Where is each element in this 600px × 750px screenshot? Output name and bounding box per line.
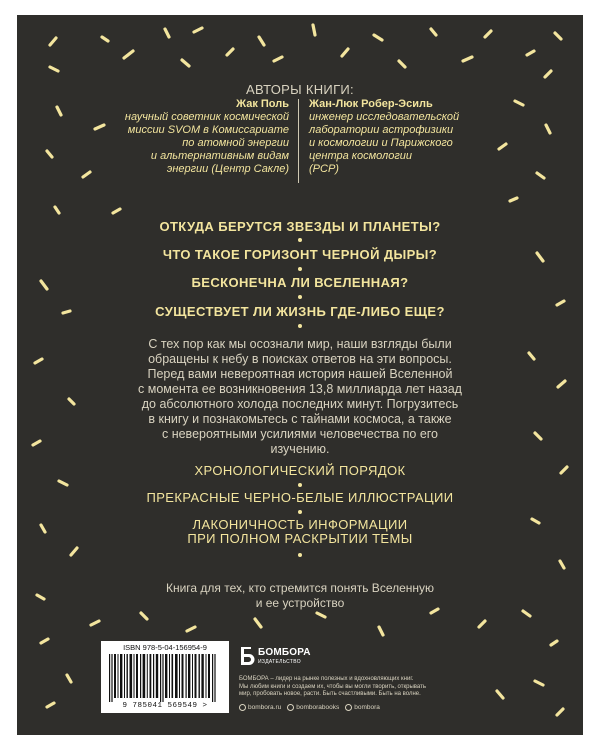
author-2 (309, 98, 494, 176)
author-1-name: Жак Поль (236, 98, 289, 110)
bombora-logo-icon (239, 646, 255, 666)
book-back-cover (17, 15, 583, 735)
author-2-name: Жан-Люк Робер-Эсиль (309, 98, 433, 110)
description-line: изучению. (270, 442, 330, 456)
feature-3-line: ЛАКОНИЧНОСТЬ ИНФОРМАЦИИ (192, 517, 408, 532)
separator-dot (298, 238, 302, 242)
publisher-blurb-line: мир, пробовать новое, расти. Быть счастливыми. Быть на волне. (239, 691, 421, 697)
description-line: с момента ее возникновения 13,8 миллиарда лет назад (138, 382, 462, 396)
author-1-desc-line: по атомной энергии (182, 137, 289, 149)
separator-dot (298, 483, 302, 487)
author-1-desc-line: научный советник космической (124, 111, 289, 123)
feature-1: ХРОНОЛОГИЧЕСКИЙ ПОРЯДОК (194, 463, 406, 478)
question-1: ОТКУДА БЕРУТСЯ ЗВЕЗДЫ И ПЛАНЕТЫ? (159, 219, 441, 234)
question-2: ЧТО ТАКОЕ ГОРИЗОНТ ЧЕРНОЙ ДЫРЫ? (162, 247, 438, 262)
barcode-bars (109, 654, 221, 702)
social-instagram-label: bombora (354, 704, 380, 712)
author-1-desc-line: энергии (Центр Сакле) (166, 163, 289, 175)
social-site (239, 704, 281, 711)
publisher-social (239, 704, 380, 711)
vk-icon (287, 704, 294, 711)
separator-dot (298, 267, 302, 271)
ean-number: 9 785041 569549 > (122, 702, 208, 710)
separator-dot (298, 510, 302, 514)
description-line: в книгу и познакомьтесь с тайнами космоса, а также (148, 412, 452, 426)
description-line: Перед вами невероятная история нашей Вселенной (147, 367, 453, 381)
publisher-blurb-line: БОМБОРА – лидер на рынке полезных и вдохновляющих книг. (239, 676, 414, 682)
author-1-desc-line: и альтернативным видам (150, 150, 289, 162)
tagline (17, 581, 583, 611)
question-3: БЕСКОНЕЧНА ЛИ ВСЕЛЕННАЯ? (191, 275, 409, 290)
publisher-name: БОМБОРА (258, 647, 311, 658)
author-2-desc-line: центра космологии (309, 150, 413, 162)
author-2-desc-line: и космологии и Парижского (309, 137, 453, 149)
description-line: обращены к небу в поисках ответов на эти вопросы. (148, 352, 452, 366)
isbn-text: ISBN 978-5-04-156954-9 (123, 643, 207, 652)
authors-divider (298, 99, 299, 183)
globe-icon (239, 704, 246, 711)
instagram-icon (345, 704, 352, 711)
feature-3-line: ПРИ ПОЛНОМ РАСКРЫТИИ ТЕМЫ (187, 531, 413, 546)
publisher-logo (239, 641, 311, 671)
author-2-desc-line: инженер исследовательской (309, 111, 460, 123)
social-site-label: bombora.ru (248, 704, 282, 712)
author-1-desc-line: миссии SVOM в Комиссариате (127, 124, 289, 136)
separator-dot (298, 295, 302, 299)
social-vk (287, 704, 339, 711)
description-line: до абсолютного холода последних минут. Погрузитесь (141, 397, 459, 411)
author-2-desc-line: лаборатории астрофизики (309, 124, 454, 136)
author-2-desc-line: (PCP) (309, 163, 339, 175)
tagline-line: Книга для тех, кто стремится понять Вселенную (165, 581, 435, 595)
publisher-blurb-line: Мы любим книги и создаем их, чтобы вы могли творить, открывать (239, 683, 426, 690)
authors-heading: АВТОРЫ КНИГИ: (246, 82, 354, 97)
feature-3 (17, 518, 583, 546)
social-instagram (345, 704, 380, 711)
feature-2: ПРЕКРАСНЫЕ ЧЕРНО-БЕЛЫЕ ИЛЛЮСТРАЦИИ (146, 490, 454, 505)
tagline-line: и ее устройство (255, 596, 345, 610)
description-line: С тех пор как мы осознали мир, наши взгляды были (148, 337, 452, 351)
book-description (117, 337, 483, 457)
publisher-sub: ИЗДАТЕЛЬСТВО (258, 659, 301, 665)
publisher-blurb (239, 676, 519, 699)
social-vk-label: bomborabooks (296, 704, 340, 712)
barcode (101, 641, 229, 713)
description-line: с невероятными усилиями человечества по его (161, 427, 439, 441)
separator-dot (298, 324, 302, 328)
question-4: СУЩЕСТВУЕТ ЛИ ЖИЗНЬ ГДЕ-ЛИБО ЕЩЕ? (155, 304, 445, 319)
author-1 (109, 98, 289, 176)
separator-dot (298, 553, 302, 557)
